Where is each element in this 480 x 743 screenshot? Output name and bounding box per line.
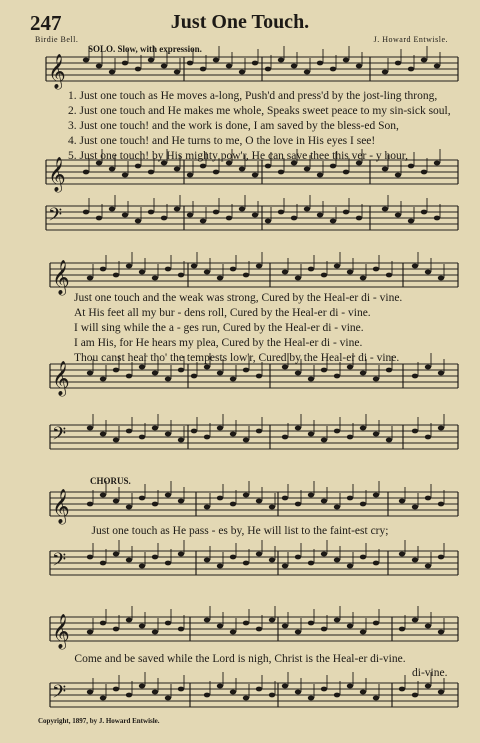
notehead [217, 426, 223, 431]
notehead [282, 365, 288, 370]
notehead [165, 696, 171, 701]
notehead [269, 618, 275, 623]
notehead [113, 368, 119, 373]
tempo-marking: SOLO. Slow, with expression. [88, 44, 202, 54]
notehead [278, 210, 284, 215]
notehead [334, 558, 340, 563]
notehead [178, 499, 184, 504]
notehead [425, 270, 431, 275]
notehead [148, 170, 154, 175]
notehead [343, 170, 349, 175]
notehead [87, 371, 93, 376]
notehead [347, 564, 353, 569]
notehead [252, 213, 258, 218]
notehead [100, 621, 106, 626]
notehead [230, 555, 236, 560]
notehead [109, 207, 115, 212]
notehead [87, 690, 93, 695]
notehead [317, 213, 323, 218]
notehead [139, 435, 145, 440]
notehead [217, 624, 223, 629]
bass-clef-icon: 𝄢 [52, 424, 67, 449]
notehead [139, 564, 145, 569]
notehead [321, 627, 327, 632]
notehead [165, 377, 171, 382]
notehead [334, 618, 340, 623]
notehead [243, 438, 249, 443]
notehead [87, 426, 93, 431]
notehead [438, 630, 444, 635]
notehead [412, 693, 418, 698]
notehead [321, 368, 327, 373]
notehead [373, 493, 379, 498]
chorus-label: CHORUS. [90, 476, 131, 486]
notehead [113, 438, 119, 443]
copyright-notice: Copyright, 1897, by J. Howard Entwisle. [38, 717, 160, 725]
notehead [308, 621, 314, 626]
notehead [87, 630, 93, 635]
notehead [425, 435, 431, 440]
notehead [421, 170, 427, 175]
notehead [425, 624, 431, 629]
notehead [139, 496, 145, 501]
notehead [239, 70, 245, 75]
notehead [373, 561, 379, 566]
notehead [265, 67, 271, 72]
notehead [412, 618, 418, 623]
notehead [165, 493, 171, 498]
notehead [347, 496, 353, 501]
notehead [148, 58, 154, 63]
notehead [126, 505, 132, 510]
treble-clef-icon: 𝄞 [52, 489, 70, 524]
notehead [308, 561, 314, 566]
notehead [217, 564, 223, 569]
notehead [434, 64, 440, 69]
notehead [174, 167, 180, 172]
notehead [83, 210, 89, 215]
notehead [139, 684, 145, 689]
notehead [360, 426, 366, 431]
notehead [204, 558, 210, 563]
notehead [178, 273, 184, 278]
notehead [178, 552, 184, 557]
notehead [230, 630, 236, 635]
notehead [204, 693, 210, 698]
notehead [96, 64, 102, 69]
notehead [161, 64, 167, 69]
notehead [408, 67, 414, 72]
notehead [399, 552, 405, 557]
notehead [321, 552, 327, 557]
notehead [308, 432, 314, 437]
notehead [373, 432, 379, 437]
hymn-title: Just One Touch. [170, 11, 310, 33]
notehead [213, 210, 219, 215]
notehead [438, 555, 444, 560]
notehead [399, 687, 405, 692]
notehead [87, 502, 93, 507]
notehead [334, 374, 340, 379]
notehead [152, 630, 158, 635]
notehead [226, 64, 232, 69]
notehead [291, 216, 297, 221]
notehead [412, 505, 418, 510]
notehead [321, 273, 327, 278]
chorus-line-2-alt: di-vine. [412, 667, 448, 679]
notehead [360, 502, 366, 507]
notehead [126, 374, 132, 379]
notehead [334, 429, 340, 434]
notehead [360, 371, 366, 376]
notehead [256, 429, 262, 434]
notehead [321, 499, 327, 504]
notehead [382, 207, 388, 212]
notehead [204, 270, 210, 275]
notehead [356, 64, 362, 69]
notehead [200, 67, 206, 72]
notehead [191, 429, 197, 434]
notehead [243, 368, 249, 373]
notehead [230, 432, 236, 437]
notehead [204, 618, 210, 623]
notehead [122, 213, 128, 218]
verse-1-line-1: 1. Just one touch as He moves a-long, Push'd and press'd by the jost-ling throng, [68, 90, 438, 102]
notehead [83, 170, 89, 175]
notehead [256, 264, 262, 269]
notehead [243, 273, 249, 278]
notehead [126, 693, 132, 698]
notehead [373, 267, 379, 272]
treble-clef-icon: 𝄞 [48, 157, 66, 192]
notehead [239, 167, 245, 172]
notehead [269, 558, 275, 563]
treble-clef-icon: 𝄞 [52, 614, 70, 649]
notehead [217, 496, 223, 501]
notehead [139, 624, 145, 629]
notehead [382, 167, 388, 172]
notehead [204, 505, 210, 510]
notehead [113, 552, 119, 557]
notehead [295, 630, 301, 635]
notehead [438, 502, 444, 507]
notehead [438, 371, 444, 376]
notehead [161, 216, 167, 221]
verse-3-line-1: 3. Just one touch! and the work is done, I am saved by the bless-ed Son, [68, 120, 399, 132]
verse-2-line-2: At His feet all my bur - dens roll, Cured by the Heal-er di - vine. [74, 307, 371, 319]
notehead [282, 564, 288, 569]
arranger-credit: J. Howard Entwisle. [373, 35, 448, 44]
notehead [113, 687, 119, 692]
notehead [382, 70, 388, 75]
notehead [347, 684, 353, 689]
notehead [256, 627, 262, 632]
notehead [126, 429, 132, 434]
notehead [438, 276, 444, 281]
bass-clef-icon: 𝄢 [52, 550, 67, 575]
notehead [165, 267, 171, 272]
notehead [386, 273, 392, 278]
notehead [425, 365, 431, 370]
notehead [243, 493, 249, 498]
notehead [321, 687, 327, 692]
notehead [347, 365, 353, 370]
chorus-line-1: Just one touch as He pass - es by, He will list to the faint-est cry; [91, 525, 389, 537]
notehead [395, 213, 401, 218]
notehead [421, 210, 427, 215]
notehead [217, 684, 223, 689]
notehead [187, 173, 193, 178]
verse-4-line-1: 4. Just one touch! and He turns to me, O the love in His eyes I see! [68, 135, 376, 147]
notehead [438, 690, 444, 695]
verse-4-line-2: I am His, for He hears my plea, Cured by the Heal-er di - vine. [74, 337, 363, 349]
notehead [174, 70, 180, 75]
notehead [295, 690, 301, 695]
notehead [126, 618, 132, 623]
notehead [425, 496, 431, 501]
notehead [386, 438, 392, 443]
notehead [256, 499, 262, 504]
notehead [100, 561, 106, 566]
hymn-number: 247 [30, 11, 62, 35]
notehead [412, 374, 418, 379]
notehead [152, 276, 158, 281]
notehead [295, 371, 301, 376]
notehead [165, 432, 171, 437]
notehead [217, 276, 223, 281]
notehead [412, 429, 418, 434]
notehead [187, 61, 193, 66]
notehead [304, 207, 310, 212]
notehead [230, 267, 236, 272]
notehead [200, 164, 206, 169]
notehead [386, 368, 392, 373]
notehead [152, 502, 158, 507]
notehead [373, 377, 379, 382]
notehead [282, 684, 288, 689]
notehead [330, 219, 336, 224]
treble-clef-icon: 𝄞 [48, 54, 66, 89]
notehead [343, 58, 349, 63]
notehead [421, 58, 427, 63]
notehead [230, 377, 236, 382]
notehead [278, 58, 284, 63]
notehead [135, 164, 141, 169]
notehead [230, 502, 236, 507]
notehead [408, 219, 414, 224]
bass-clef-icon: 𝄢 [48, 205, 63, 230]
notehead [243, 561, 249, 566]
verse-1-line-2: Just one touch and the weak was strong, Cured by the Heal-er di - vine. [74, 292, 403, 304]
notehead [395, 173, 401, 178]
notehead [87, 276, 93, 281]
notehead [256, 552, 262, 557]
notehead [295, 426, 301, 431]
notehead [135, 67, 141, 72]
notehead [295, 502, 301, 507]
notehead [412, 264, 418, 269]
notehead [252, 173, 258, 178]
notehead [122, 61, 128, 66]
notehead [438, 426, 444, 431]
notehead [256, 374, 262, 379]
notehead [295, 276, 301, 281]
notehead [113, 273, 119, 278]
notehead [360, 276, 366, 281]
notehead [243, 621, 249, 626]
notehead [347, 624, 353, 629]
notehead [165, 621, 171, 626]
notehead [304, 167, 310, 172]
verse-5-line-2: Thou canst hear tho' the tempests low'r, Cured by the Heal-er di - vine. [74, 352, 400, 364]
notehead [347, 270, 353, 275]
notehead [204, 365, 210, 370]
notehead [165, 561, 171, 566]
notehead [282, 624, 288, 629]
notehead [265, 219, 271, 224]
notehead [178, 627, 184, 632]
notehead [109, 167, 115, 172]
notehead [178, 687, 184, 692]
notehead [295, 555, 301, 560]
notehead [148, 210, 154, 215]
notehead [217, 371, 223, 376]
notehead [334, 693, 340, 698]
notehead [204, 435, 210, 440]
notehead [230, 690, 236, 695]
notehead [113, 627, 119, 632]
composer-credit: Birdie Bell. [35, 35, 79, 44]
notehead [191, 264, 197, 269]
notehead [321, 438, 327, 443]
notehead [152, 690, 158, 695]
notehead [330, 164, 336, 169]
notehead [334, 264, 340, 269]
notehead [278, 170, 284, 175]
notehead [399, 499, 405, 504]
notehead [139, 270, 145, 275]
notehead [256, 687, 262, 692]
notehead [100, 696, 106, 701]
notehead [425, 564, 431, 569]
notehead [87, 555, 93, 560]
notehead [308, 377, 314, 382]
notehead [239, 207, 245, 212]
notehead [187, 213, 193, 218]
verse-2-line-1: 2. Just one touch and He makes me whole, Speaks sweet peace to my sin-sick soul, [68, 105, 451, 117]
notehead [282, 496, 288, 501]
notehead [434, 216, 440, 221]
notehead [113, 499, 119, 504]
notehead [343, 210, 349, 215]
notehead [373, 621, 379, 626]
notehead [126, 264, 132, 269]
notehead [395, 61, 401, 66]
notehead [373, 696, 379, 701]
notehead [96, 216, 102, 221]
notehead [360, 690, 366, 695]
notehead [304, 70, 310, 75]
notehead [109, 70, 115, 75]
notehead [226, 216, 232, 221]
notehead [152, 426, 158, 431]
notehead [434, 161, 440, 166]
notehead [252, 61, 258, 66]
notehead [100, 432, 106, 437]
notehead [356, 216, 362, 221]
notehead [269, 693, 275, 698]
notehead [100, 267, 106, 272]
notehead [425, 684, 431, 689]
notehead [243, 696, 249, 701]
notehead [282, 435, 288, 440]
treble-clef-icon: 𝄞 [52, 260, 70, 295]
treble-clef-icon: 𝄞 [52, 361, 70, 396]
notehead [269, 505, 275, 510]
notehead [152, 555, 158, 560]
notehead [408, 164, 414, 169]
notehead [100, 377, 106, 382]
notehead [265, 164, 271, 169]
notehead [178, 438, 184, 443]
notehead [191, 374, 197, 379]
notehead [213, 58, 219, 63]
notehead [308, 493, 314, 498]
notehead [83, 58, 89, 63]
notehead [135, 219, 141, 224]
notehead [347, 435, 353, 440]
verse-5-line-1: 5. Just one touch! by His mighty pow'r, He can save thee this ver - y hour, [68, 150, 409, 162]
notehead [178, 368, 184, 373]
notehead [360, 555, 366, 560]
notehead [308, 696, 314, 701]
notehead [317, 173, 323, 178]
bass-clef-icon: 𝄢 [52, 682, 67, 707]
notehead [399, 627, 405, 632]
notehead [200, 219, 206, 224]
notehead [152, 371, 158, 376]
notehead [412, 558, 418, 563]
notehead [330, 67, 336, 72]
notehead [126, 558, 132, 563]
notehead [213, 170, 219, 175]
verse-3-line-2: I will sing while the a - ges run, Cured by the Heal-er di - vine. [74, 322, 364, 334]
notehead [100, 493, 106, 498]
notehead [360, 630, 366, 635]
notehead [291, 64, 297, 69]
notehead [282, 270, 288, 275]
notehead [174, 207, 180, 212]
notehead [139, 365, 145, 370]
notehead [122, 173, 128, 178]
notehead [334, 505, 340, 510]
chorus-line-2: Come and be saved while the Lord is nigh, Christ is the Heal-er di-vine. [74, 653, 406, 665]
notehead [317, 61, 323, 66]
notehead [308, 267, 314, 272]
